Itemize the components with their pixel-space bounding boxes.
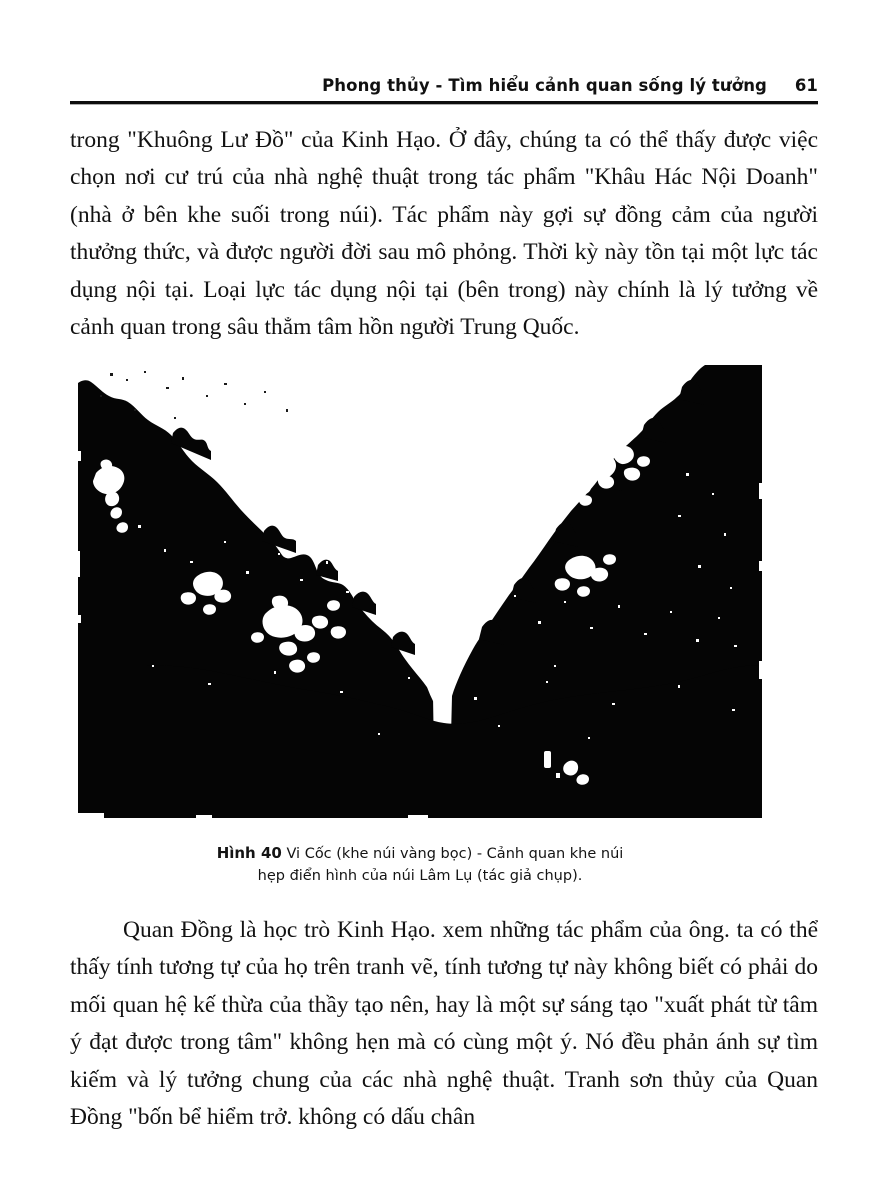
running-head-title: Phong thủy - Tìm hiểu cảnh quan sống lý tưởng <box>322 76 767 95</box>
figure-40 <box>78 365 762 818</box>
figure-caption-line-1: Vi Cốc (khe núi vàng bọc) - Cảnh quan khe núi <box>286 846 624 862</box>
body-paragraph-1 <box>70 122 818 346</box>
page-number: 61 <box>794 76 818 95</box>
paragraph-text: Quan Đồng là học trò Kinh Hạo. xem những tác phẩm của ông. ta có thể thấy tính tương tự của họ trên tranh vẽ, tính tương tự này không biết có phải do mối quan hệ kế thừa của thầy tạo nên, hay là một sự sáng tạo "xuất phát từ tâm ý đạt được trong tâm" không hẹn mà có cùng một ý. Nó đều phản ánh sự tìm kiếm và lý tưởng chung của các nhà nghệ thuật. Tranh sơn thủy của Quan Đồng "bốn bể hiểm trở. không có dấu chân <box>70 917 818 1131</box>
header-rule-divider <box>70 101 818 104</box>
paragraph-text: trong "Khuông Lư Đồ" của Kinh Hạo. Ở đây, chúng ta có thể thấy được việc chọn nơi cư trú của nhà nghệ thuật trong tác phẩm "Khâu Hác Nội Doanh" (nhà ở bên khe suối trong núi). Tác phẩm này gợi sự đồng cảm của người thưởng thức, và được người đời sau mô phỏng. Thời kỳ này tồn tại một lực tác dụng nội tại. Loại lực tác dụng nội tại (bên trong) này chính là lý tưởng về cảnh quan trong sâu thẳm tâm hồn người Trung Quốc. <box>70 127 818 341</box>
gorge-photograph <box>78 365 762 818</box>
figure-caption <box>78 842 762 887</box>
running-head <box>70 76 818 95</box>
figure-caption-label: Hình 40 <box>216 844 282 862</box>
body-paragraph-2 <box>70 912 818 1136</box>
figure-caption-line-2: hẹp điển hình của núi Lâm Lụ (tác giả chụp). <box>257 868 583 884</box>
photo-vector <box>78 365 762 818</box>
